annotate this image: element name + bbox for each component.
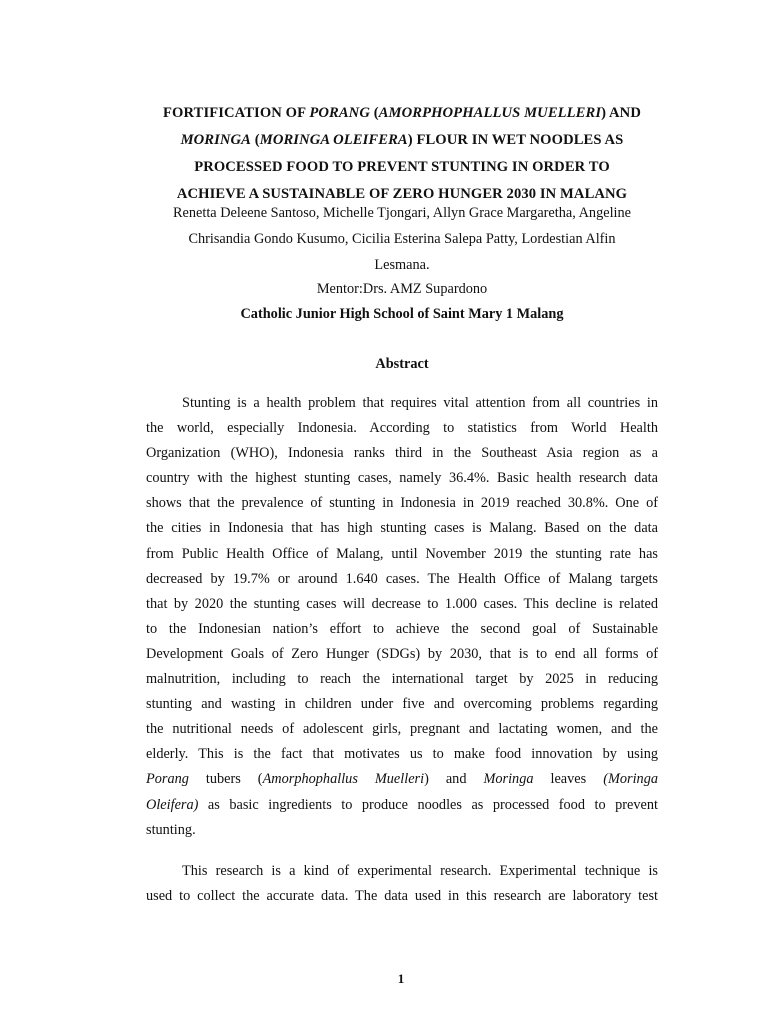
text-line: elderly. This is the fact that motivates us to make food innovation by using xyxy=(146,746,658,763)
text-line: Stunting is a health problem that requires vital attention from all countries in xyxy=(182,395,658,411)
text-line: that by 2020 the stunting cases will decrease to 1.000 cases. This decline is related xyxy=(146,595,658,612)
text-line: used to collect the accurate data. The data used in this research are laboratory test xyxy=(146,888,658,905)
text-line: Oleifera) as basic ingredients to produce noodles as processed food to prevent xyxy=(146,796,658,813)
school-name: Catholic Junior High School of Saint Mary 1 Malang xyxy=(240,306,564,322)
text-line: stunting and wasting in children under five and overcoming problems regarding xyxy=(146,696,658,713)
text-line: stunting. xyxy=(146,821,196,838)
page-number: 1 xyxy=(397,971,405,986)
title-line: PROCESSED FOOD TO PREVENT STUNTING IN ORDER TO xyxy=(194,159,610,175)
text-line: Porang tubers (Amorphophallus Muelleri) and Moringa leaves (Moringa xyxy=(146,771,658,788)
text-line: from Public Health Office of Malang, until November 2019 the stunting rate has xyxy=(146,545,658,562)
paper-title xyxy=(120,100,684,208)
author-line: Chrisandia Gondo Kusumo, Cicilia Esterina Salepa Patty, Lordestian Alfin xyxy=(188,231,616,247)
text-line: the cities in Indonesia that has high stunting cases is Malang. Based on the data xyxy=(146,520,658,537)
text-line: decreased by 19.7% or around 1.640 cases. The Health Office of Malang targets xyxy=(146,570,658,587)
text-line: Development Goals of Zero Hunger (SDGs) by 2030, that is to end all forms of xyxy=(146,645,658,662)
text-line: the world, especially Indonesia. According to statistics from World Health xyxy=(146,420,658,437)
mentor-line: Mentor:Drs. AMZ Supardono xyxy=(316,281,488,297)
text-line: Organization (WHO), Indonesia ranks third in the Southeast Asia region as a xyxy=(146,445,658,462)
abstract-paragraph-1 xyxy=(146,391,658,843)
text-line: shows that the prevalence of stunting in Indonesia in 2019 reached 30.8%. One of xyxy=(146,495,658,512)
text-line: the nutritional needs of adolescent girls, pregnant and lactating women, and the xyxy=(146,721,658,738)
title-line: FORTIFICATION OF PORANG (AMORPHOPHALLUS MUELLERI) AND xyxy=(163,105,641,121)
title-line: MORINGA (MORINGA OLEIFERA) FLOUR IN WET NOODLES AS xyxy=(180,132,624,148)
text-line: to the Indonesian nation’s effort to achieve the second goal of Sustainable xyxy=(146,620,658,637)
text-line: This research is a kind of experimental research. Experimental technique is xyxy=(182,863,658,879)
author-line: Lesmana. xyxy=(374,257,430,273)
author-list xyxy=(130,200,674,278)
text-line: malnutrition, including to reach the international target by 2025 in reducing xyxy=(146,671,658,688)
abstract-heading: Abstract xyxy=(375,356,429,372)
abstract-paragraph-2 xyxy=(146,859,658,909)
title-line: ACHIEVE A SUSTAINABLE OF ZERO HUNGER 2030 IN MALANG xyxy=(176,186,628,202)
author-line: Renetta Deleene Santoso, Michelle Tjongari, Allyn Grace Margaretha, Angeline xyxy=(172,205,632,221)
text-line: country with the highest stunting cases, namely 36.4%. Basic health research data xyxy=(146,470,658,487)
